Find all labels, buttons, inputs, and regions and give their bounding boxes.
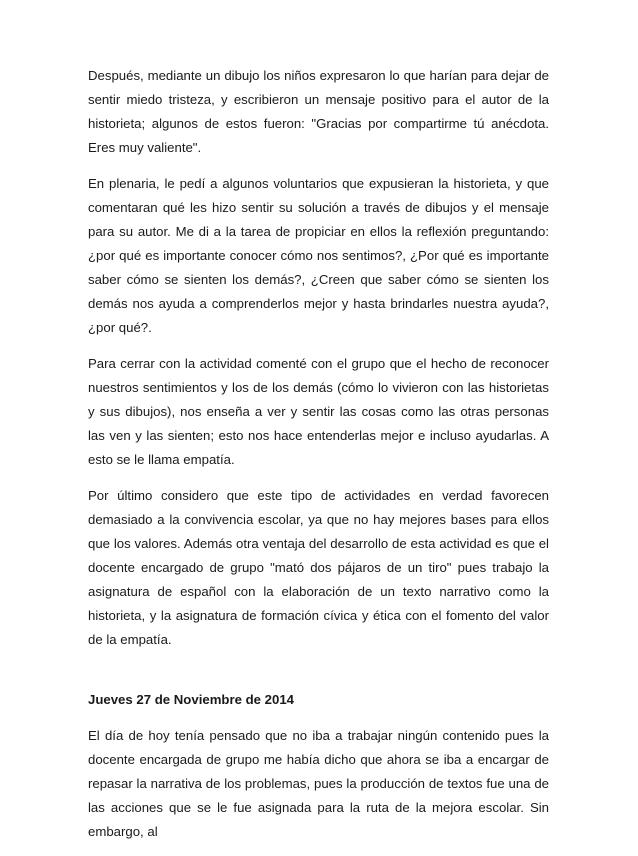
document-body	[88, 64, 549, 856]
paragraph-conclusion: Por último considero que este tipo de actividades en verdad favorecen demasiado a la convivencia escolar, ya que no hay mejores bases para ellos que los valores. Además otra ventaja del desarrollo de esta actividad es que el docente encargado de grupo "mató dos pájaros de un tiro" pues trabajo la asignatura de español con la elaboración de un texto narrativo como la historieta, y la asignatura de formación cívica y ética con el fomento del valor de la empatía.	[88, 488, 549, 647]
section-heading-date: Jueves 27 de Noviembre de 2014	[88, 692, 294, 707]
paragraph-drawings-message: Después, mediante un dibujo los niños expresaron lo que harían para dejar de sentir miedo tristeza, y escribieron un mensaje positivo para el autor de la historieta; algunos de estos fueron: "Gracias por compartirme tú anécdota. Eres muy valiente".	[88, 68, 549, 155]
paragraph-closing-activity: Para cerrar con la actividad comenté con el grupo que el hecho de reconocer nuestros sentimientos y los de los demás (cómo lo vivieron con las historietas y sus dibujos), nos enseña a ver y sentir las cosas como las otras personas las ven y las sienten; esto nos hace entenderlas mejor e incluso ayudarlas. A esto se le llama empatía.	[88, 356, 549, 467]
paragraph-plenary: En plenaria, le pedí a algunos voluntarios que expusieran la historieta, y que comentaran qué les hizo sentir su solución a través de dibujos y el mensaje para su autor. Me di a la tarea de propiciar en ellos la reflexión preguntando: ¿por qué es importante conocer cómo nos sentimos?, ¿Por qué es importante saber cómo se sienten los demás?, ¿Creen que saber cómo se sienten los demás nos ayuda a comprenderlos mejor y hasta brindarles nuestra ayuda?, ¿por qué?.	[88, 176, 549, 335]
paragraph-thursday-entry: El día de hoy tenía pensado que no iba a trabajar ningún contenido pues la docente encargada de grupo me había dicho que ahora se iba a encargar de repasar la narrativa de los problemas, pues la producción de textos fue una de las acciones que se le fue asignada para la ruta de la mejora escolar. Sin embargo, al	[88, 728, 549, 839]
